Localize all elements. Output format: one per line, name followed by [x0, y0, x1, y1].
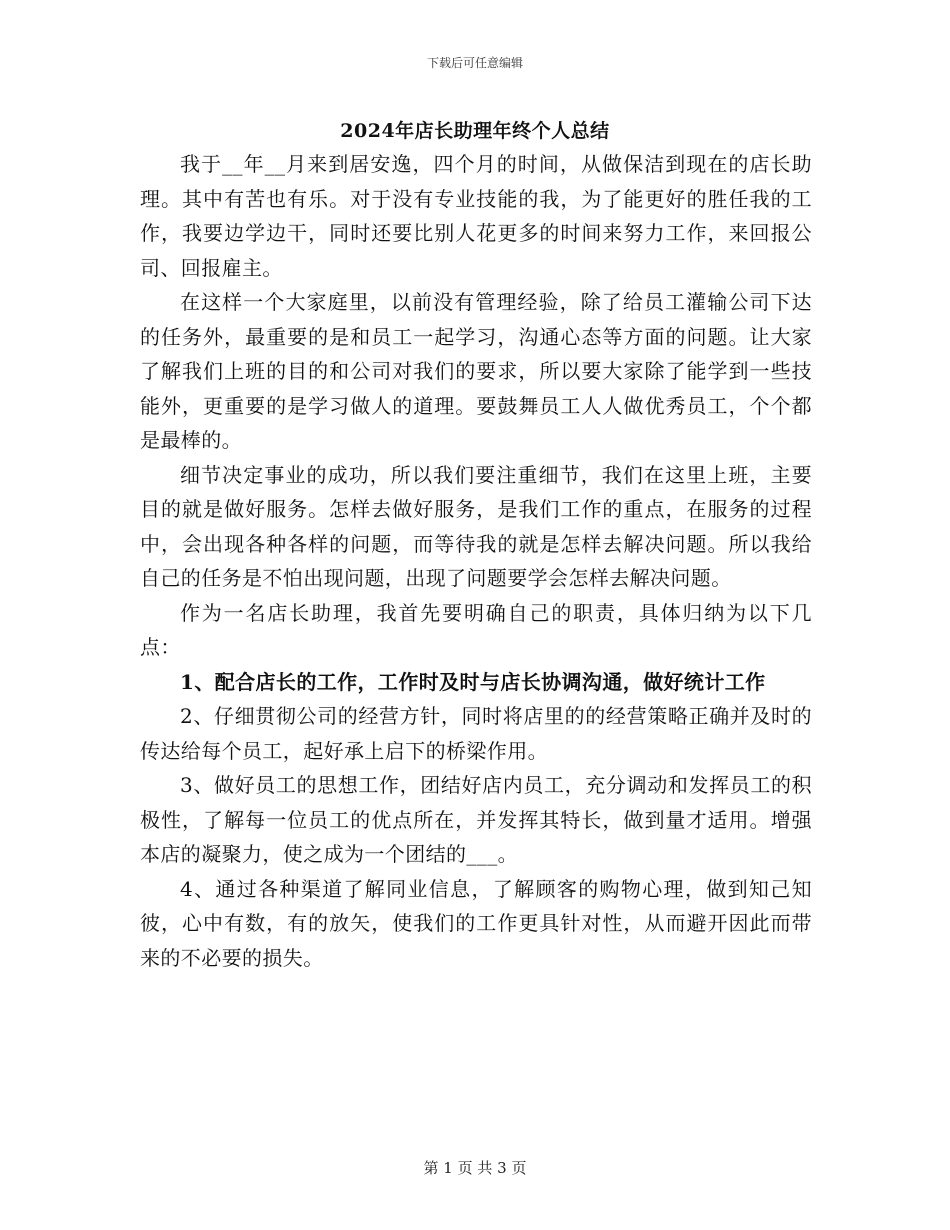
document-body [140, 147, 812, 975]
paragraph-duties-intro: 作为一名店长助理，我首先要明确自己的职责，具体归纳为以下几点： [140, 600, 812, 659]
duty-item-4: 4、通过各种渠道了解同业信息，了解顾客的购物心理，做到知己知彼，心中有数，有的放矢，使我们的工作更具针对性，从而避开因此而带来的不必要的损失。 [140, 876, 812, 970]
header-note: 下载后可任意编辑 [426, 56, 523, 70]
duty-item-3: 3、做好员工的思想工作，团结好店内员工，充分调动和发挥员工的积极性，了解每一位员工的优点所在，并发挥其特长，做到量才适用。增强本店的凝聚力，使之成为一个团结的___。 [140, 773, 812, 866]
paragraph-team: 在这样一个大家庭里，以前没有管理经验，除了给员工灌输公司下达的任务外，最重要的是和员工一起学习，沟通心态等方面的问题。让大家了解我们上班的目的和公司对我们的要求，所以要大家除了能学到一些技能外，更重要的是学习做人的道理。要鼓舞员工人人做优秀员工，个个都是最棒的。 [140, 290, 812, 452]
paragraph-detail: 细节决定事业的成功，所以我们要注重细节，我们在这里上班，主要目的就是做好服务。怎样去做好服务，是我们工作的重点，在服务的过程中，会出现各种各样的问题，而等待我的就是怎样去解决问题。所以我给自己的任务是不怕出现问题，出现了问题要学会怎样去解决问题。 [140, 462, 812, 590]
page-number: 第 1 页 共 3 页 [423, 1159, 527, 1177]
document-title: 2024年店长助理年终个人总结 [340, 120, 610, 142]
duty-item-2: 2、仔细贯彻公司的经营方针，同时将店里的的经营策略正确并及时的传达给每个员工，起好承上启下的桥梁作用。 [140, 704, 812, 763]
duty-item-1: 1、配合店长的工作，工作时及时与店长协调沟通，做好统计工作 [180, 669, 766, 694]
paragraph-intro: 我于__年__月来到居安逸，四个月的时间，从做保洁到现在的店长助理。其中有苦也有乐。对于没有专业技能的我，为了能更好的胜任我的工作，我要边学边干，同时还要比别人花更多的时间来努力工作，来回报公司、回报雇主。 [140, 152, 812, 280]
